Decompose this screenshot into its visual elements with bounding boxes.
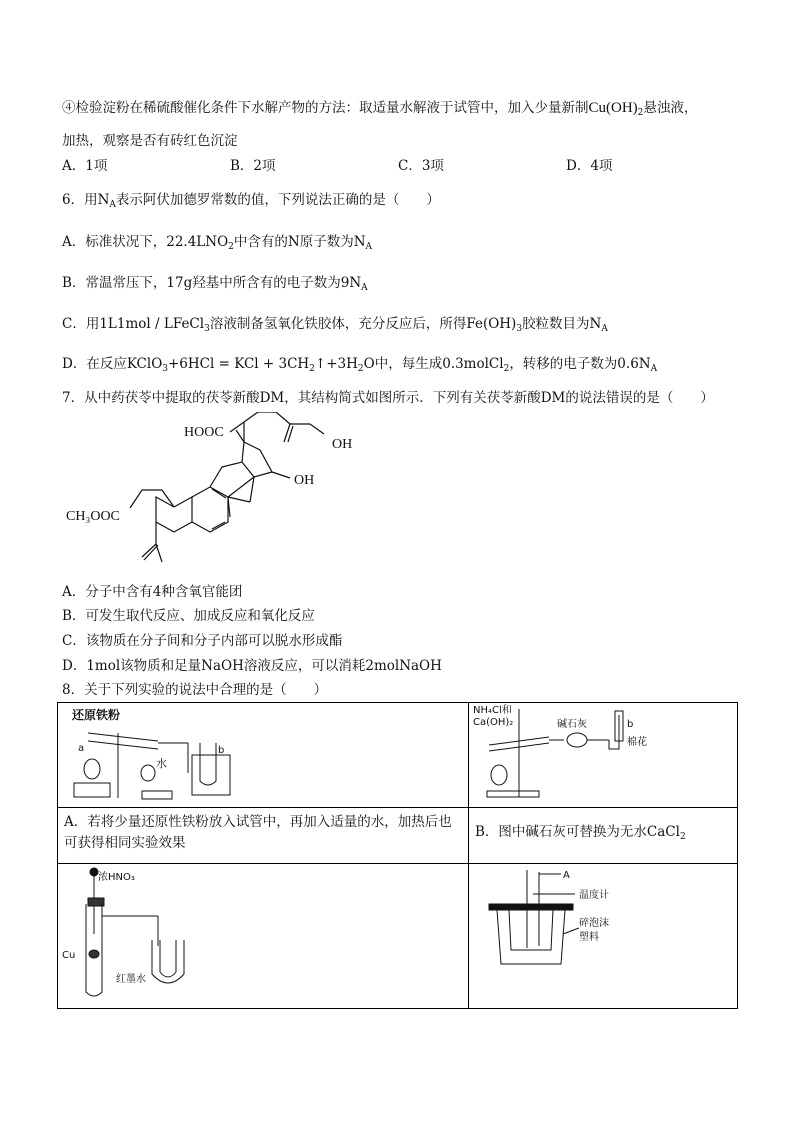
q8-figure-copper-cell (58, 864, 469, 1009)
q8-figure-ammonia-cell (469, 703, 738, 808)
q8-experiment-table (57, 702, 738, 1009)
q8-calorimeter-apparatus (469, 864, 737, 1004)
q8-copper-nitric-apparatus (58, 864, 258, 1004)
q5-item4-line1: ④检验淀粉在稀硫酸催化条件下水解产物的方法：取适量水解液于试管中，加入少量新制$Cu(OH)_2$悬浊液， (62, 100, 698, 118)
q5-option-a: A．1项 (62, 158, 108, 174)
q6-stem: 6．用$N_A$表示阿伏加德罗常数的值，下列说法正确的是（ ） (62, 192, 440, 210)
fig2-reagent-line1: NH₄Cl和 (473, 705, 512, 716)
q8-option-a-line1: A．若将少量还原性铁粉放入试管中，再加入适量的水，加热后也 (64, 814, 452, 830)
q8-option-a-cell (58, 808, 469, 864)
fig1-label-water: 水 (156, 757, 167, 770)
q5-option-b: B．2项 (230, 158, 276, 174)
q7-label-hooc: HOOC (184, 425, 224, 440)
q6-option-d: D．在反应KClO$_3$+6HCl = KCl + $3CH_2↑+3H_2O$中，每生成0.3molCl$_2$，转移的电子数为$0.6N_A$ (62, 356, 658, 374)
fig4-label-a: A (563, 870, 570, 881)
q6-option-c: C．用1L1mol / LFeCl$_3$溶液制备氢氧化铁胶体，充分反应后，所得$Fe(OH)_3$胶粒数目为$N_A$ (62, 316, 608, 334)
q7-stem: 7．从中药茯苓中提取的茯苓新酸DM，其结构简式如图所示．下列有关茯苓新酸DM的说法错误的是（ ） (62, 390, 714, 406)
fig4-label-foam-line2: 塑料 (579, 932, 599, 943)
q8-stem: 8．关于下列实验的说法中合理的是（ ） (62, 682, 328, 698)
q6-option-a: A．标准状况下，$22.4LNO_2$中含有的N原子数为$N_A$ (62, 234, 373, 252)
q8-option-b-cell: B．图中碱石灰可替换为无水CaCl$_2$ (469, 808, 738, 864)
fig1-title: 还原铁粉 (72, 708, 121, 722)
q5-item4-line2: 加热，观察是否有砖红色沉淀 (62, 133, 238, 149)
q7-label-oh-ring: OH (294, 473, 315, 488)
q6-option-b: B．常温常压下，17g羟基中所含有的电子数为$9N_A$ (62, 275, 368, 293)
fig2-reagent-line2: Ca(OH)₂ (473, 717, 514, 728)
q5-option-c: C．3项 (398, 158, 444, 174)
q7-label-ester: CH₃OOC (66, 509, 120, 524)
q7-structure-diagram (62, 412, 382, 582)
fig4-label-foam-line1: 碎泡沫 (579, 918, 609, 929)
q7-option-d: D．1mol该物质和足量NaOH溶液反应，可以消耗2molNaOH (62, 658, 442, 674)
fig3-label-ink: 红墨水 (116, 974, 146, 985)
q8-figure-calorimeter-cell (469, 864, 738, 1009)
fig1-label-a: a (78, 743, 85, 754)
fig4-label-thermometer: 温度计 (579, 890, 609, 901)
fig2-label-soda-lime: 碱石灰 (557, 719, 587, 730)
q8-ammonia-apparatus (469, 703, 737, 803)
q7-option-b: B．可发生取代反应、加成反应和氧化反应 (62, 608, 315, 624)
q8-figure-iron-cell (58, 703, 469, 808)
q7-option-a: A．分子中含有4种含氧官能团 (62, 584, 243, 600)
q8-option-a-line2: 可获得相同实验效果 (64, 835, 186, 851)
q5-option-d: D．4项 (566, 158, 613, 174)
fig3-label-acid: 浓HNO₃ (98, 872, 135, 883)
fig1-label-b: b (218, 745, 225, 756)
fig2-label-cotton: 棉花 (627, 737, 647, 748)
fig3-label-cu: Cu (62, 950, 76, 961)
q8-iron-water-apparatus (58, 703, 258, 803)
fig2-label-b: b (627, 719, 634, 730)
q7-option-c: C．该物质在分子间和分子内部可以脱水形成酯 (62, 633, 343, 649)
q7-label-oh-top: OH (332, 437, 353, 452)
